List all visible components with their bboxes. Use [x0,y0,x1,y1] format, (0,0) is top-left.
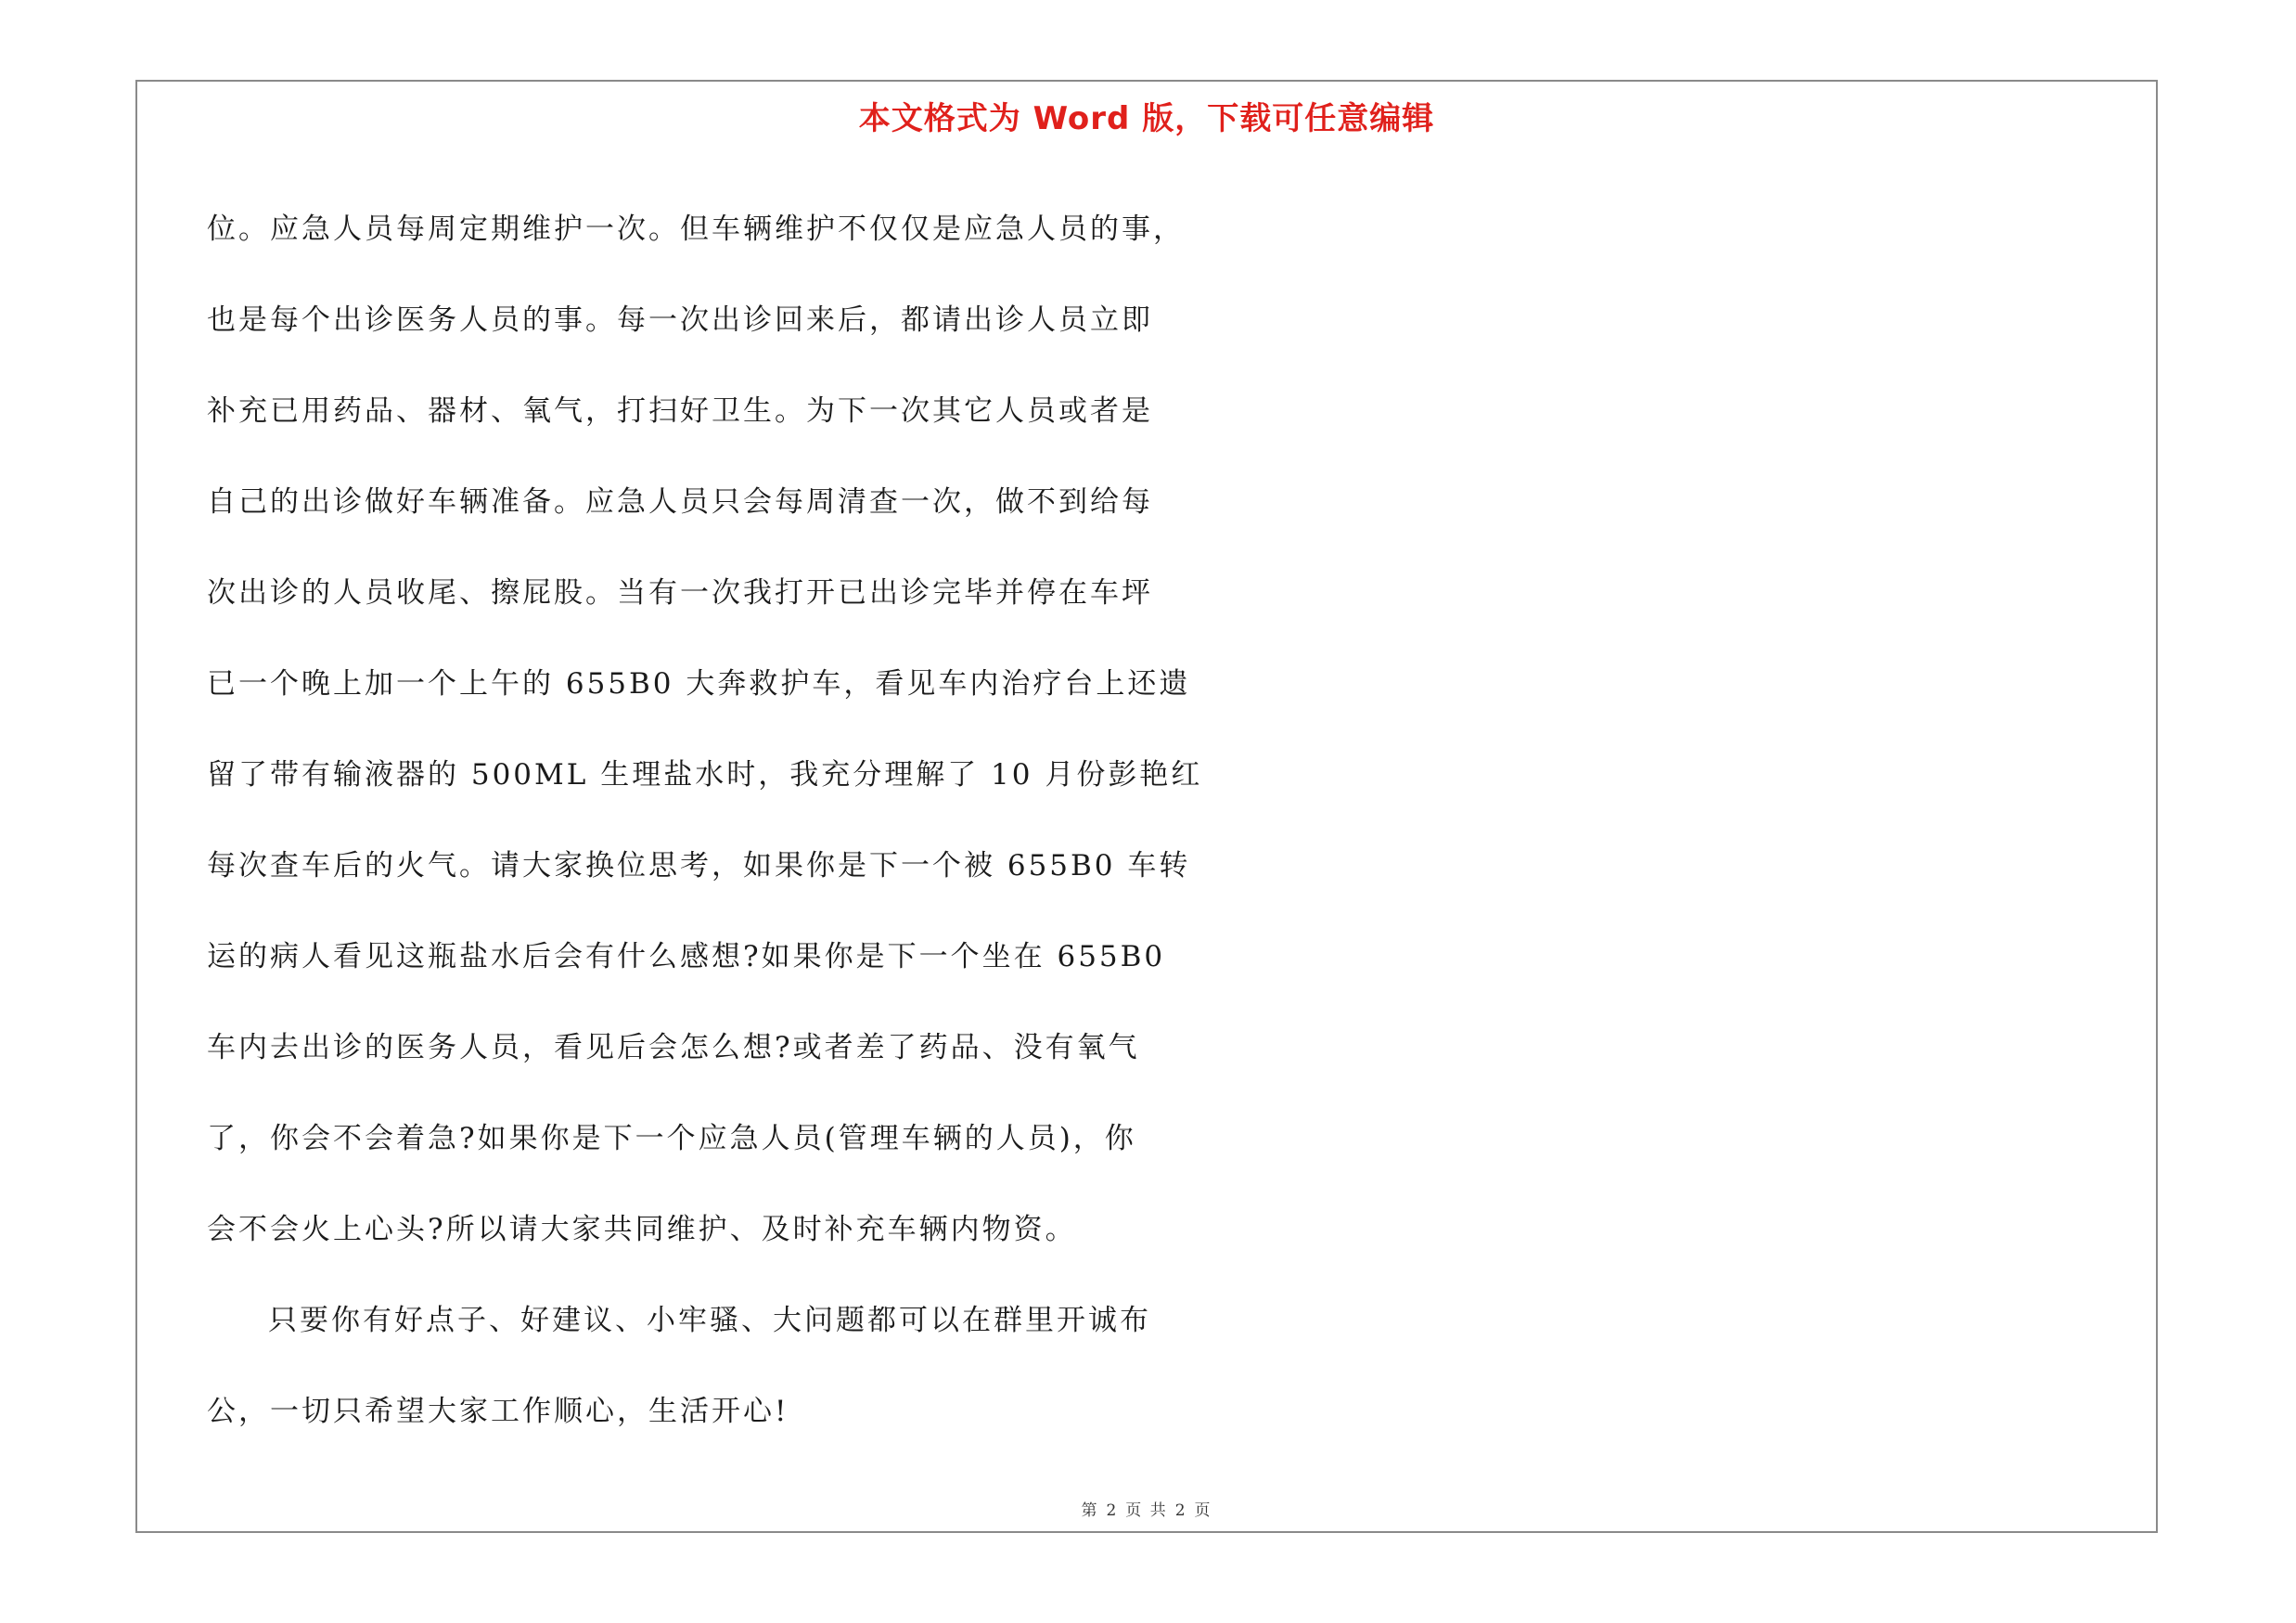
format-notice-banner: 本文格式为 Word 版，下载可任意编辑 [858,100,1435,137]
page-number-footer [137,1497,2156,1520]
body-text [207,184,1203,1457]
paragraph-line: 自己的出诊做好车辆准备。应急人员只会每周清查一次，做不到给每 [207,485,1153,519]
paragraph-line: 位。应急人员每周定期维护一次。但车辆维护不仅仅是应急人员的事， [207,213,1185,246]
paragraph-line: 了，你会不会着急?如果你是下一个应急人员(管理车辆的人员)，你 [207,1122,1136,1155]
paragraph-line: 次出诊的人员收尾、擦屁股。当有一次我打开已出诊完毕并停在车坪 [207,576,1153,610]
paragraph-line: 会不会火上心头?所以请大家共同维护、及时补充车辆内物资。 [207,1213,1077,1246]
footer-page-number: 2 [1106,1501,1119,1520]
paragraph-line: 每次查车后的火气。请大家换位思考，如果你是下一个被 655B0 车转 [207,849,1191,882]
paragraph-line: 公，一切只希望大家工作顺心，生活开心! [207,1395,789,1428]
paragraph-line: 也是每个出诊医务人员的事。每一次出诊回来后，都请出诊人员立即 [207,303,1153,337]
footer-suffix: 页 [1194,1501,1212,1520]
paragraph-line: 车内去出诊的医务人员，看见后会怎么想?或者差了药品、没有氧气 [207,1031,1140,1064]
document-page [135,80,2158,1533]
paragraph-line: 运的病人看见这瓶盐水后会有什么感想?如果你是下一个坐在 655B0 [207,940,1166,973]
paragraph-line: 已一个晚上加一个上午的 655B0 大奔救护车，看见车内治疗台上还遗 [207,667,1191,701]
paragraph-line: 只要你有好点子、好建议、小牢骚、大问题都可以在群里开诚布 [268,1304,1151,1337]
footer-prefix: 第 [1081,1501,1099,1520]
paragraph-line: 留了带有输液器的 500ML 生理盐水时，我充分理解了 10 月份彭艳红 [207,758,1203,792]
footer-middle: 页 共 [1125,1501,1168,1520]
paragraph-line: 补充已用药品、器材、氧气，打扫好卫生。为下一次其它人员或者是 [207,394,1153,428]
footer-total-pages: 2 [1174,1501,1187,1520]
